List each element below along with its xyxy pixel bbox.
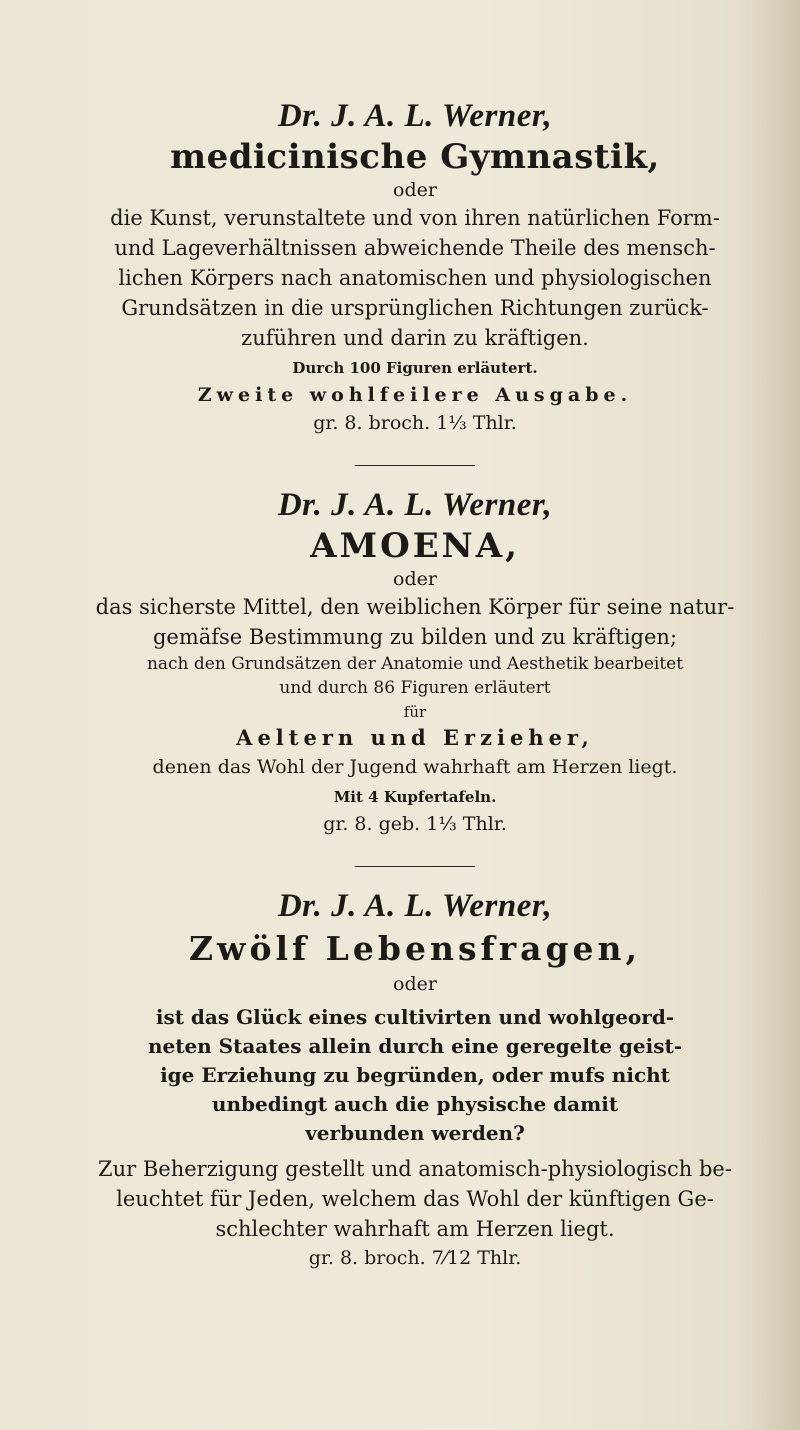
question-line: ige Erziehung zu begründen, oder mufs nicht	[160, 1063, 670, 1087]
description-line: leuchtet für Jeden, welchem das Wohl der künftigen Ge-	[116, 1187, 714, 1211]
price-line: gr. 8. broch. 1⅓ Thlr.	[313, 412, 517, 434]
author-line: Dr. J. A. L. Werner,	[277, 98, 553, 134]
divider	[355, 465, 475, 466]
author-line: Dr. J. A. L. Werner,	[277, 487, 553, 523]
advert-amoena	[95, 484, 735, 838]
oder-line: oder	[393, 973, 437, 995]
book-title: medicinische Gymnastik,	[170, 137, 660, 177]
description-line: Grundsätzen in die ursprünglichen Richtungen zurück-	[121, 296, 709, 320]
question-line: neten Staates allein durch eine geregelte geist-	[147, 1034, 683, 1058]
description-line: lichen Körpers nach anatomischen und physiologischen	[118, 266, 712, 290]
question-line: ist das Glück eines cultivirten und wohlgeord-	[155, 1005, 675, 1029]
description-line: und Lageverhältnissen abweichende Theile des mensch-	[114, 236, 716, 260]
plates-note: Mit 4 Kupfertafeln.	[333, 788, 497, 806]
description-line: gemäfse Bestimmung zu bilden und zu kräftigen;	[152, 625, 678, 649]
price-line: gr. 8. broch. 7⁄12 Thlr.	[308, 1247, 522, 1269]
advert-lebensfragen	[95, 885, 735, 1272]
book-title: Zwölf Lebensfragen,	[188, 929, 642, 968]
advert-gymnastik	[95, 95, 735, 437]
edition-note: Zweite wohlfeilere Ausgabe.	[197, 384, 633, 406]
description-line: schlechter wahrhaft am Herzen liegt.	[215, 1217, 615, 1241]
divider	[355, 866, 475, 867]
oder-line: oder	[393, 568, 437, 590]
description-line: zuführen und darin zu kräftigen.	[241, 326, 589, 350]
description-small-line: nach den Grundsätzen der Anatomie und Aesthetik bearbeitet	[146, 654, 684, 674]
figures-note: Durch 100 Figuren erläutert.	[292, 359, 538, 377]
author-line: Dr. J. A. L. Werner,	[277, 888, 553, 924]
price-line: gr. 8. geb. 1⅓ Thlr.	[323, 813, 507, 835]
question-line: unbedingt auch die physische damit	[211, 1092, 619, 1116]
question-line: verbunden werden?	[305, 1121, 525, 1145]
description-small-line: und durch 86 Figuren erläutert	[279, 678, 551, 698]
book-title: AMOENA,	[310, 526, 520, 566]
fuer-line: für	[403, 703, 427, 721]
audience-line: Aeltern und Erzieher,	[236, 725, 594, 750]
description-line: die Kunst, verunstaltete und von ihren natürlichen Form-	[110, 206, 720, 230]
audience-tail: denen das Wohl der Jugend wahrhaft am Herzen liegt.	[152, 756, 678, 778]
advert-column	[95, 95, 735, 1272]
description-line: das sicherste Mittel, den weiblichen Körper für seine natur-	[95, 595, 735, 619]
description-line: Zur Beherzigung gestellt und anatomisch-physiologisch be-	[98, 1157, 732, 1181]
oder-line: oder	[393, 179, 437, 201]
